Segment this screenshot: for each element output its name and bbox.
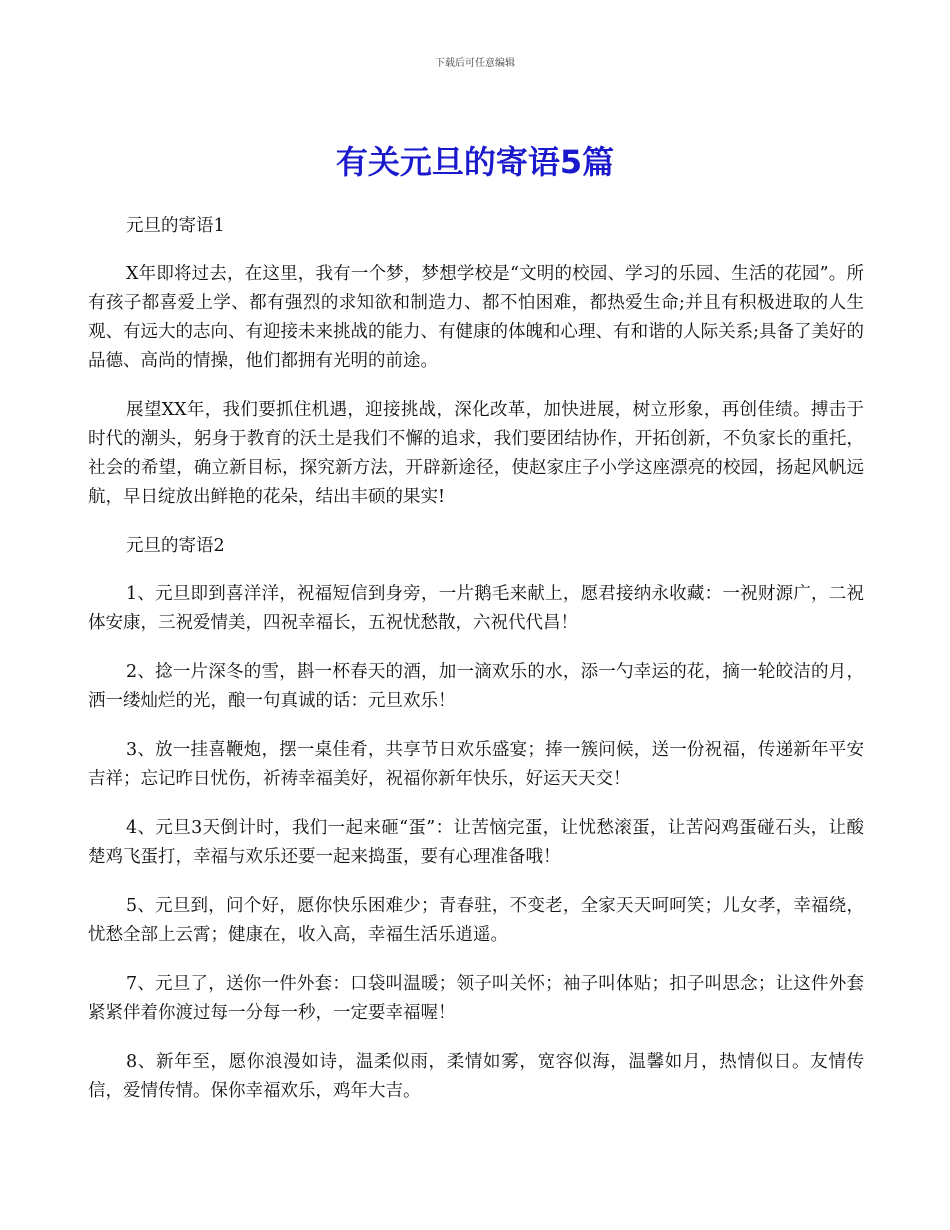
header-note: 下载后可任意编辑 [435,58,515,69]
document-title: 有关元旦的寄语5篇 [335,143,615,181]
paragraph: 8、新年至，愿你浪漫如诗，温柔似雨，柔情如雾，宽容似海，温馨如月，热情似日。友情传信，爱情传情。保你幸福欢乐，鸡年大吉。 [88,1052,864,1101]
paragraph: 5、元旦到，问个好，愿你快乐困难少；青春驻，不变老，全家天天呵呵笑；儿女孝，幸福绕，忧愁全部上云霄；健康在，收入高，幸福生活乐逍遥。 [88,896,864,945]
paragraph: 4、元旦3天倒计时，我们一起来砸“蛋”：让苦恼完蛋，让忧愁滚蛋，让苦闷鸡蛋碰石头，让酸楚鸡飞蛋打，幸福与欢乐还要一起来捣蛋，要有心理准备哦！ [88,818,864,867]
section-1 [88,212,864,512]
document-body [88,212,864,1126]
paragraph: X年即将过去，在这里，我有一个梦，梦想学校是“文明的校园、学习的乐园、生活的花园”。所有孩子都喜爱上学、都有强烈的求知欲和制造力、都不怕困难，都热爱生命;并且有积极进取的人生观、有远大的志向、有迎接未来挑战的能力、有健康的体魄和心理、有和谐的人际关系;具备了美好的品德、高尚的情操，他们都拥有光明的前途。 [88,264,864,371]
paragraph: 1、元旦即到喜洋洋，祝福短信到身旁，一片鹅毛来献上，愿君接纳永收藏：一祝财源广，二祝体安康，三祝爱情美，四祝幸福长，五祝忧愁散，六祝代代昌！ [88,584,864,633]
paragraph: 展望XX年，我们要抓住机遇，迎接挑战，深化改革，加快进展，树立形象，再创佳绩。搏击于时代的潮头，躬身于教育的沃土是我们不懈的追求，我们要团结协作，开拓创新，不负家长的重托，社会的希望，确立新目标，探究新方法，开辟新途径，使赵家庄子小学这座漂亮的校园，扬起风帆远航，早日绽放出鲜艳的花朵，结出丰硕的果实! [88,400,864,507]
section-heading: 元旦的寄语1 [126,216,225,236]
paragraph: 2、捻一片深冬的雪，斟一杯春天的酒，加一滴欢乐的水，添一勺幸运的花，摘一轮皎洁的月，洒一缕灿烂的光，酿一句真诚的话：元旦欢乐！ [88,662,864,711]
section-heading: 元旦的寄语2 [126,536,225,556]
paragraph: 3、放一挂喜鞭炮，摆一桌佳肴，共享节日欢乐盛宴；捧一簇问候，送一份祝福，传递新年平安吉祥；忘记昨日忧伤，祈祷幸福美好，祝福你新年快乐，好运天天交！ [88,740,864,789]
section-2 [88,532,864,1106]
paragraph: 7、元旦了，送你一件外套：口袋叫温暖；领子叫关怀；袖子叫体贴；扣子叫思念；让这件外套紧紧伴着你渡过每一分每一秒，一定要幸福喔！ [88,974,864,1023]
